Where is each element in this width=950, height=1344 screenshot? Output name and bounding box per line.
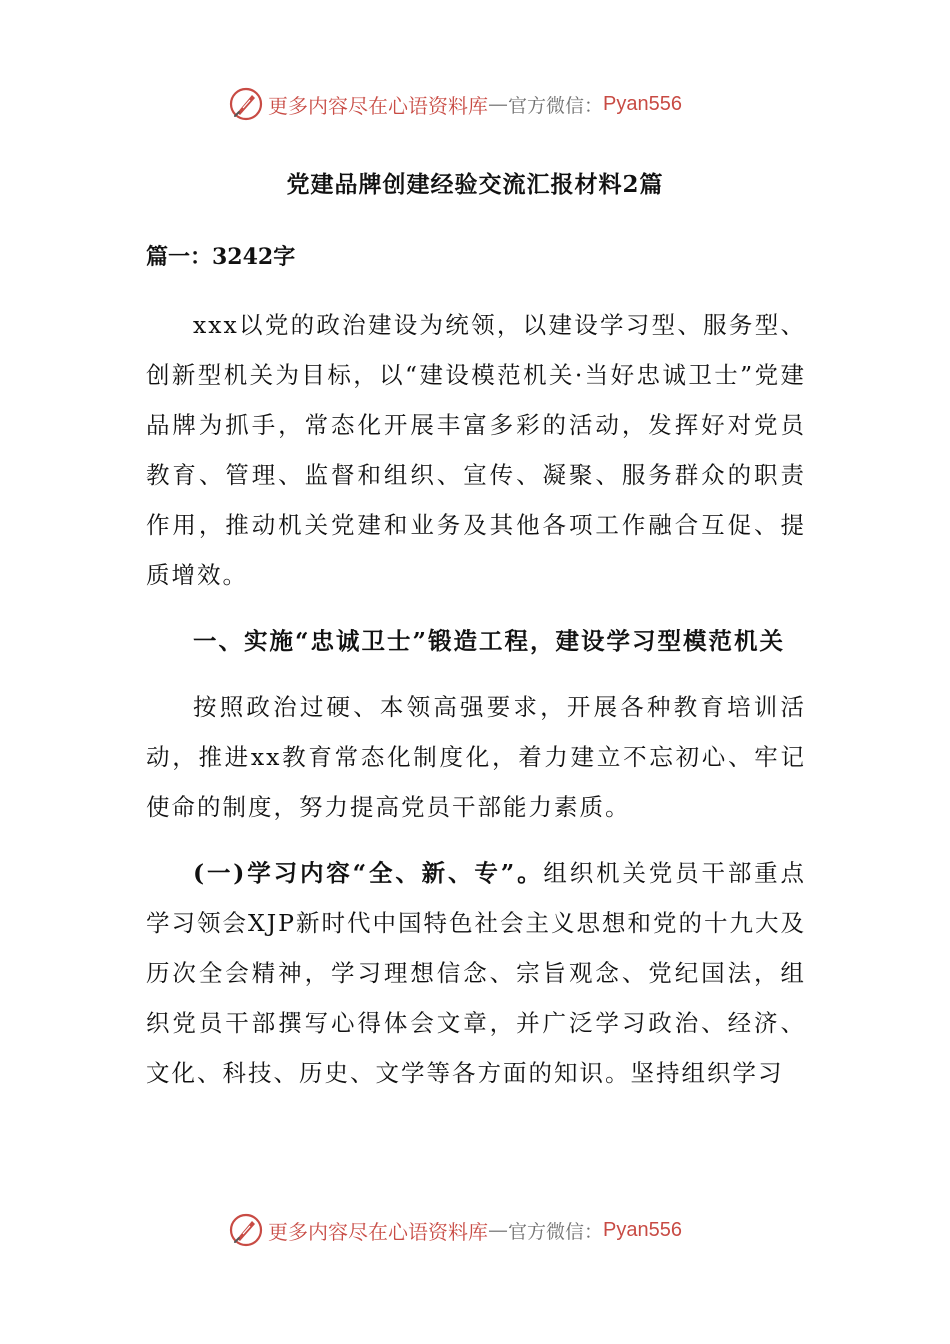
- paragraph-intro: xxx以党的政治建设为统领，以建设学习型、服务型、创新型机关为目标，以“建设模范机关·当好忠诚卫士”党建品牌为抓手，常态化开展丰富多彩的活动，发挥好对党员教育、管理、监督和组织、宣传、凝聚、服务群众的职责作用，推动机关党建和业务及其他各项工作融合互促、提质增效。: [146, 311, 806, 589]
- subsection-lead: (一)学习内容“全、新、专”。: [193, 859, 544, 887]
- watermark-banner-bottom: [228, 1210, 682, 1250]
- watermark-wechat-id: Pyan556: [603, 92, 682, 115]
- paragraph-subsection-1: [146, 848, 806, 1098]
- document-title: 党建品牌创建经验交流汇报材料2篇: [286, 171, 664, 198]
- document-body: [146, 300, 806, 1098]
- quill-logo-icon: [228, 1212, 264, 1248]
- paragraph-section-1: 按照政治过硬、本领高强要求，开展各种教育培训活动，推进xx教育常态化制度化，着力建立不忘初心、牢记使命的制度，努力提高党员干部能力素质。: [146, 693, 806, 821]
- quill-logo-icon: [228, 86, 264, 122]
- section-heading-1: 一、实施“忠诚卫士”锻造工程，建设学习型模范机关: [193, 627, 786, 655]
- watermark-site-text: 更多内容尽在心语资料库: [268, 93, 488, 118]
- watermark-site-text: 更多内容尽在心语资料库: [268, 1219, 488, 1244]
- article-heading: 篇一：3242字: [146, 244, 296, 270]
- subsection-text: 组织机关党员干部重点学习领会XJP新时代中国特色社会主义思想和党的十九大及历次全会精神，学习理想信念、宗旨观念、党纪国法，组织党员干部撰写心得体会文章，并广泛学习政治、经济、文化、科技、历史、文学等各方面的知识。坚持组织学习: [146, 859, 807, 1087]
- watermark-official-label: 官方微信：: [508, 94, 604, 117]
- watermark-separator: —: [488, 1218, 508, 1242]
- watermark-separator: —: [488, 92, 508, 116]
- watermark-wechat-id: Pyan556: [603, 1218, 682, 1241]
- watermark-banner-top: [228, 84, 682, 124]
- watermark-official-label: 官方微信：: [508, 1220, 604, 1243]
